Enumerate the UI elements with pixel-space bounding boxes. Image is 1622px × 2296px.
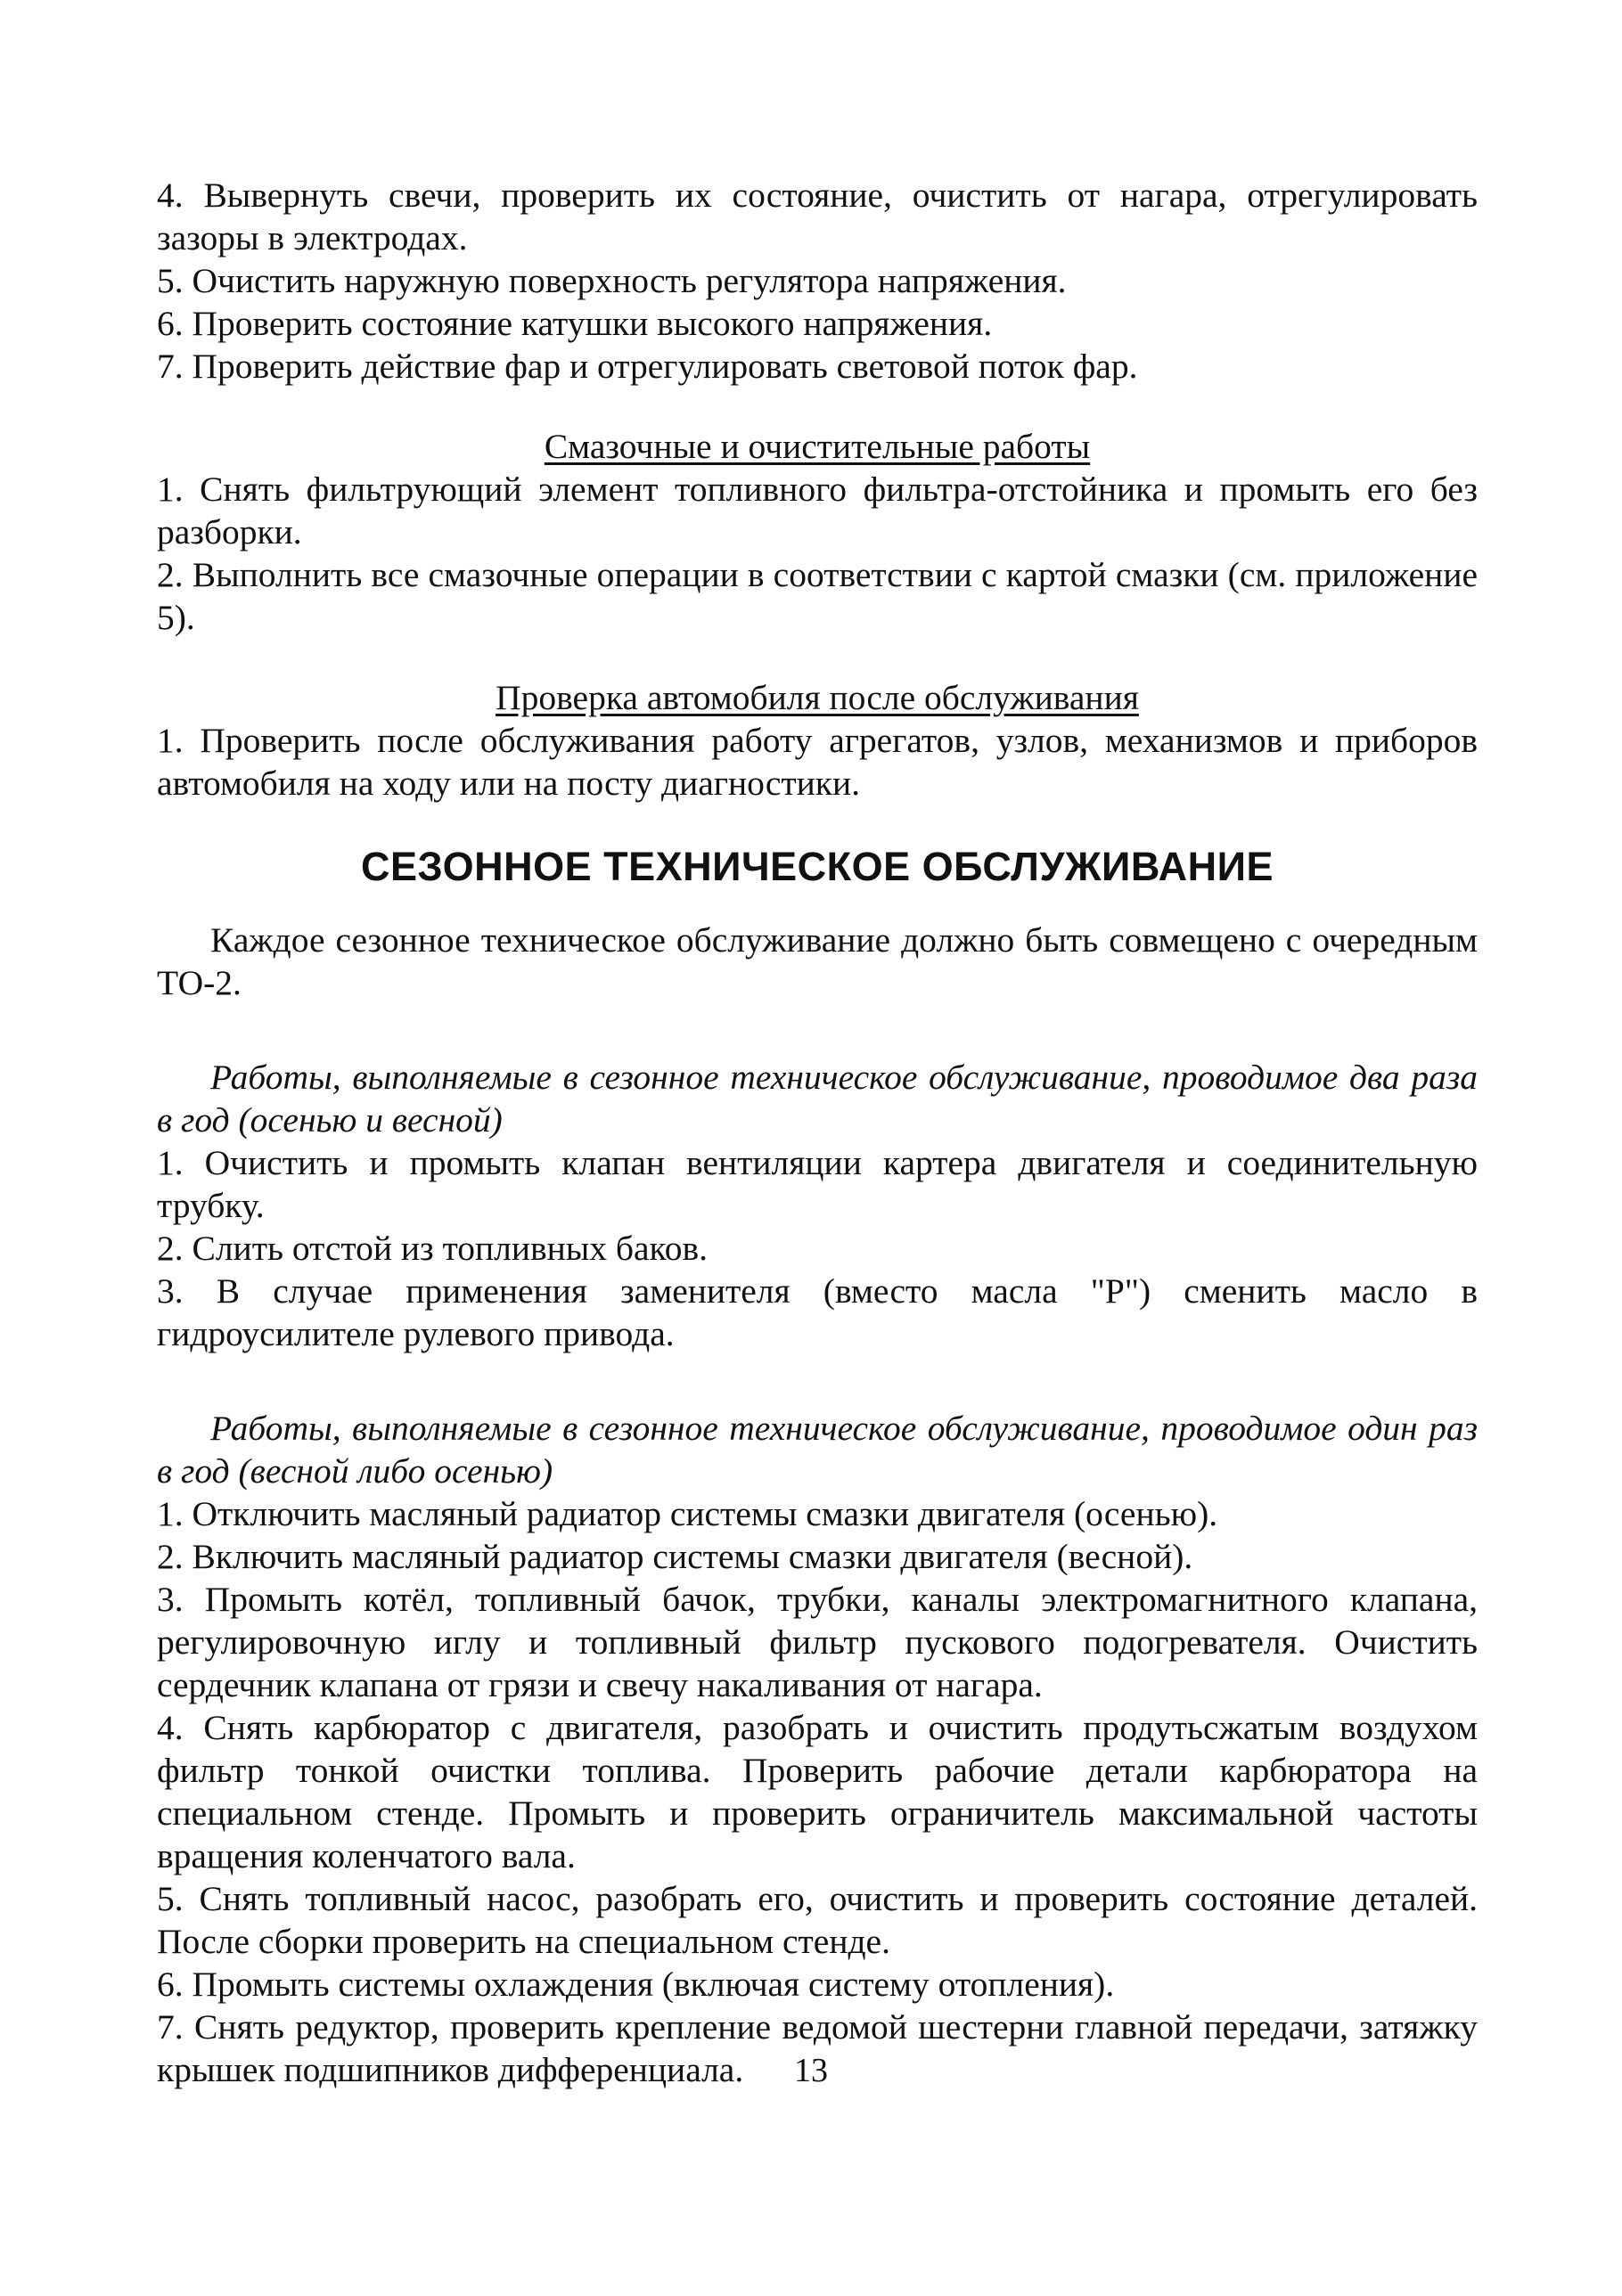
- list-item: 2. Выполнить все смазочные операции в соответствии с картой смазки (см. приложение 5).: [157, 555, 1478, 637]
- list-item: 1. Проверить после обслуживания работу агрегатов, узлов, механизмов и приборов автомобиля на ходу или на посту диагностики.: [157, 721, 1478, 803]
- list-item: 1. Очистить и промыть клапан вентиляции картера двигателя и соединительную трубку.: [157, 1143, 1478, 1225]
- list-item: 6. Промыть системы охлаждения (включая систему отопления).: [157, 1965, 1115, 2004]
- list-item: 1. Снять фильтрующий элемент топливного фильтра-отстойника и промыть его без разборки.: [157, 470, 1478, 552]
- list-item: 3. В случае применения заменителя (вместо масла "Р") сменить масло в гидроусилителе рулевого привода.: [157, 1271, 1478, 1353]
- twice-yearly-heading: Работы, выполняемые в сезонное техническое обслуживание, проводимое два раза в год (осенью и весной): [157, 1058, 1478, 1140]
- page-content: [157, 174, 1478, 2091]
- section-title: СЕЗОННОЕ ТЕХНИЧЕСКОЕ ОБСЛУЖИВАНИЕ: [361, 844, 1274, 889]
- list-item: 5. Снять топливный насос, разобрать его, очистить и проверить состояние деталей. После сборки проверить на специальном стенде.: [157, 1879, 1478, 1961]
- list-item: 4. Снять карбюратор с двигателя, разобрать и очистить продутьсжатым воздухом фильтр тонкой очистки топлива. Проверить рабочие детали карбюратора на специальном стенде. Промыть и проверить ограничитель максимальной частоты вращения коленчатого вала.: [157, 1708, 1478, 1875]
- page-number: 13: [794, 2052, 828, 2089]
- list-item: 6. Проверить состояние катушки высокого напряжения.: [157, 304, 993, 343]
- list-item: 7. Проверить действие фар и отрегулировать световой поток фар.: [157, 347, 1138, 386]
- once-yearly-heading: Работы, выполняемые в сезонное техническое обслуживание, проводимое один раз в год (весной либо осенью): [157, 1409, 1478, 1491]
- list-item: 2. Включить масляный радиатор системы смазки двигателя (весной).: [157, 1537, 1193, 1576]
- list-item: 5. Очистить наружную поверхность регулятора напряжения.: [157, 261, 1067, 300]
- list-item: 7. Снять редуктор, проверить крепление ведомой шестерни главной передачи, затяжку крышек подшипников дифференциала.: [157, 2007, 1478, 2089]
- list-item: 4. Вывернуть свечи, проверить их состояние, очистить от нагара, отрегулировать зазоры в электродах.: [157, 176, 1478, 257]
- lubrication-heading: Смазочные и очистительные работы: [544, 427, 1091, 466]
- inspection-heading: Проверка автомобиля после обслуживания: [496, 678, 1139, 717]
- list-item: 3. Промыть котёл, топливный бачок, трубки, каналы электромагнитного клапана, регулировочную иглу и топливный фильтр пускового подогревателя. Очистить сердечник клапана от грязи и свечу накаливания от нагара.: [157, 1580, 1478, 1704]
- intro-paragraph: Каждое сезонное техническое обслуживание должно быть совмещено с очередным ТО-2.: [157, 920, 1478, 1002]
- list-item: 2. Слить отстой из топливных баков.: [157, 1229, 708, 1268]
- list-item: 1. Отключить масляный радиатор системы смазки двигателя (осенью).: [157, 1494, 1218, 1533]
